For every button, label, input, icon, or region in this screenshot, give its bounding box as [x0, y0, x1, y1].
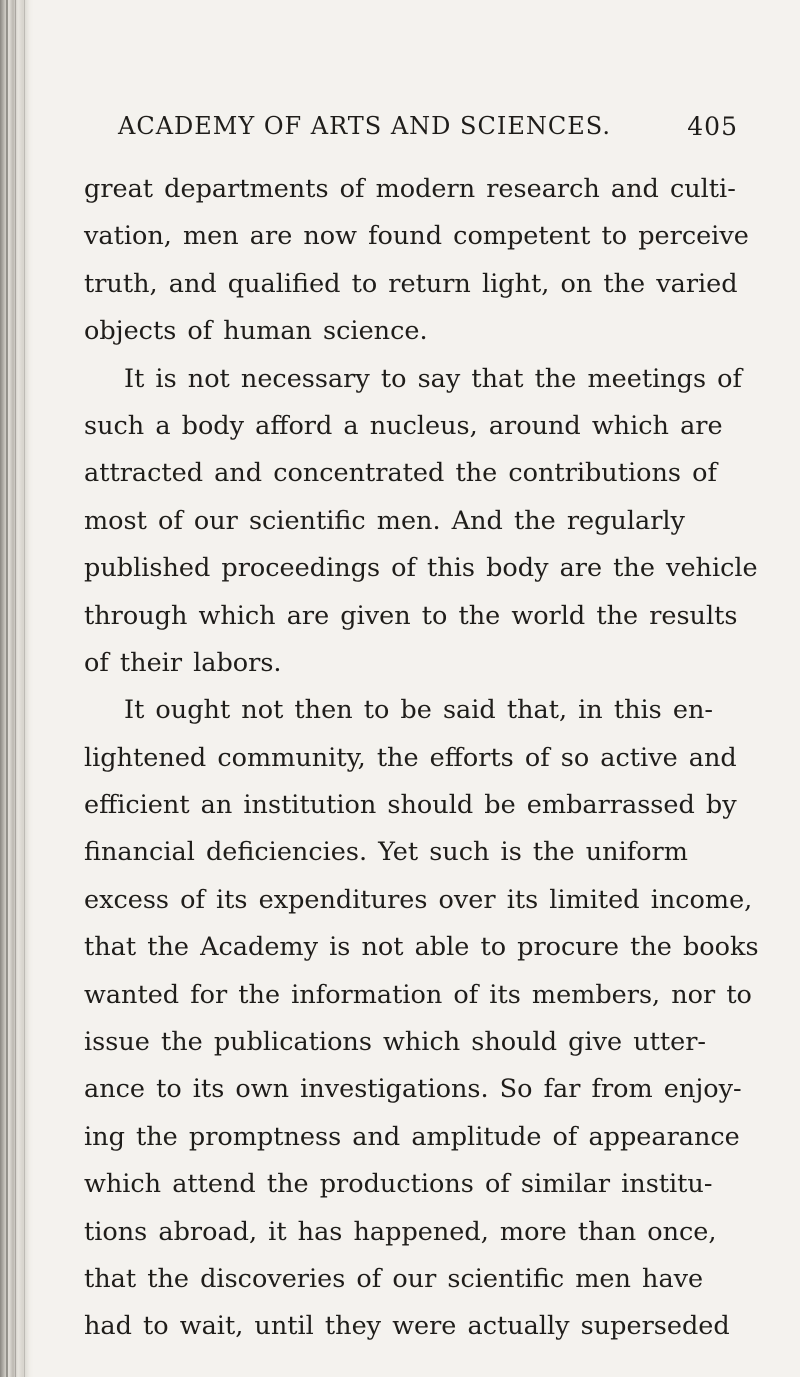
binding-shadow-line [24, 0, 25, 1377]
text-line: of their labors. [84, 647, 282, 678]
binding-shadow-line [6, 0, 8, 1377]
text-line: lightened community, the efforts of so active and [84, 742, 737, 773]
text-line: had to wait, until they were actually superseded [84, 1311, 730, 1342]
text-line: objects of human science. [84, 316, 428, 347]
paragraph-first-line: It is not necessary to say that the meetings of [124, 363, 742, 394]
running-head [118, 112, 738, 148]
text-line: great departments of modern research and culti- [84, 174, 736, 204]
text-line: wanted for the information of its members, nor to [84, 979, 752, 1010]
text-line: ing the promptness and amplitude of appearance [84, 1121, 740, 1152]
text-line: truth, and qualified to return light, on the varied [84, 268, 738, 299]
page-number: 405 [687, 112, 738, 141]
binding-gutter [0, 0, 34, 1377]
text-line: which attend the productions of similar institu- [84, 1169, 713, 1200]
text-line: tions abroad, it has happened, more than once, [84, 1216, 717, 1247]
text-line: through which are given to the world the results [84, 600, 738, 631]
running-head-title: ACADEMY OF ARTS AND SCIENCES. [118, 112, 611, 140]
text-line: attracted and concentrated the contributions of [84, 458, 717, 489]
paragraph-first-line: It ought not then to be said that, in this en- [124, 695, 713, 726]
text-line: such a body afford a nucleus, around which are [84, 410, 723, 441]
text-line: excess of its expenditures over its limited income, [84, 884, 753, 915]
text-line: vation, men are now found competent to perceive [84, 221, 749, 252]
binding-shadow-line [15, 0, 16, 1377]
text-line: issue the publications which should give utter- [84, 1027, 707, 1058]
text-line: that the discoveries of our scientific men have [84, 1263, 704, 1294]
text-line: most of our scientific men. And the regularly [84, 505, 685, 536]
text-line: published proceedings of this body are the vehicle [84, 553, 758, 584]
text-line: efficient an institution should be embarrassed by [84, 790, 737, 821]
text-line: ance to its own investigations. So far from enjoy- [84, 1074, 742, 1105]
body-text [84, 166, 759, 1351]
text-line: financial deficiencies. Yet such is the uniform [84, 837, 688, 868]
text-line: that the Academy is not able to procure the books [84, 932, 759, 963]
